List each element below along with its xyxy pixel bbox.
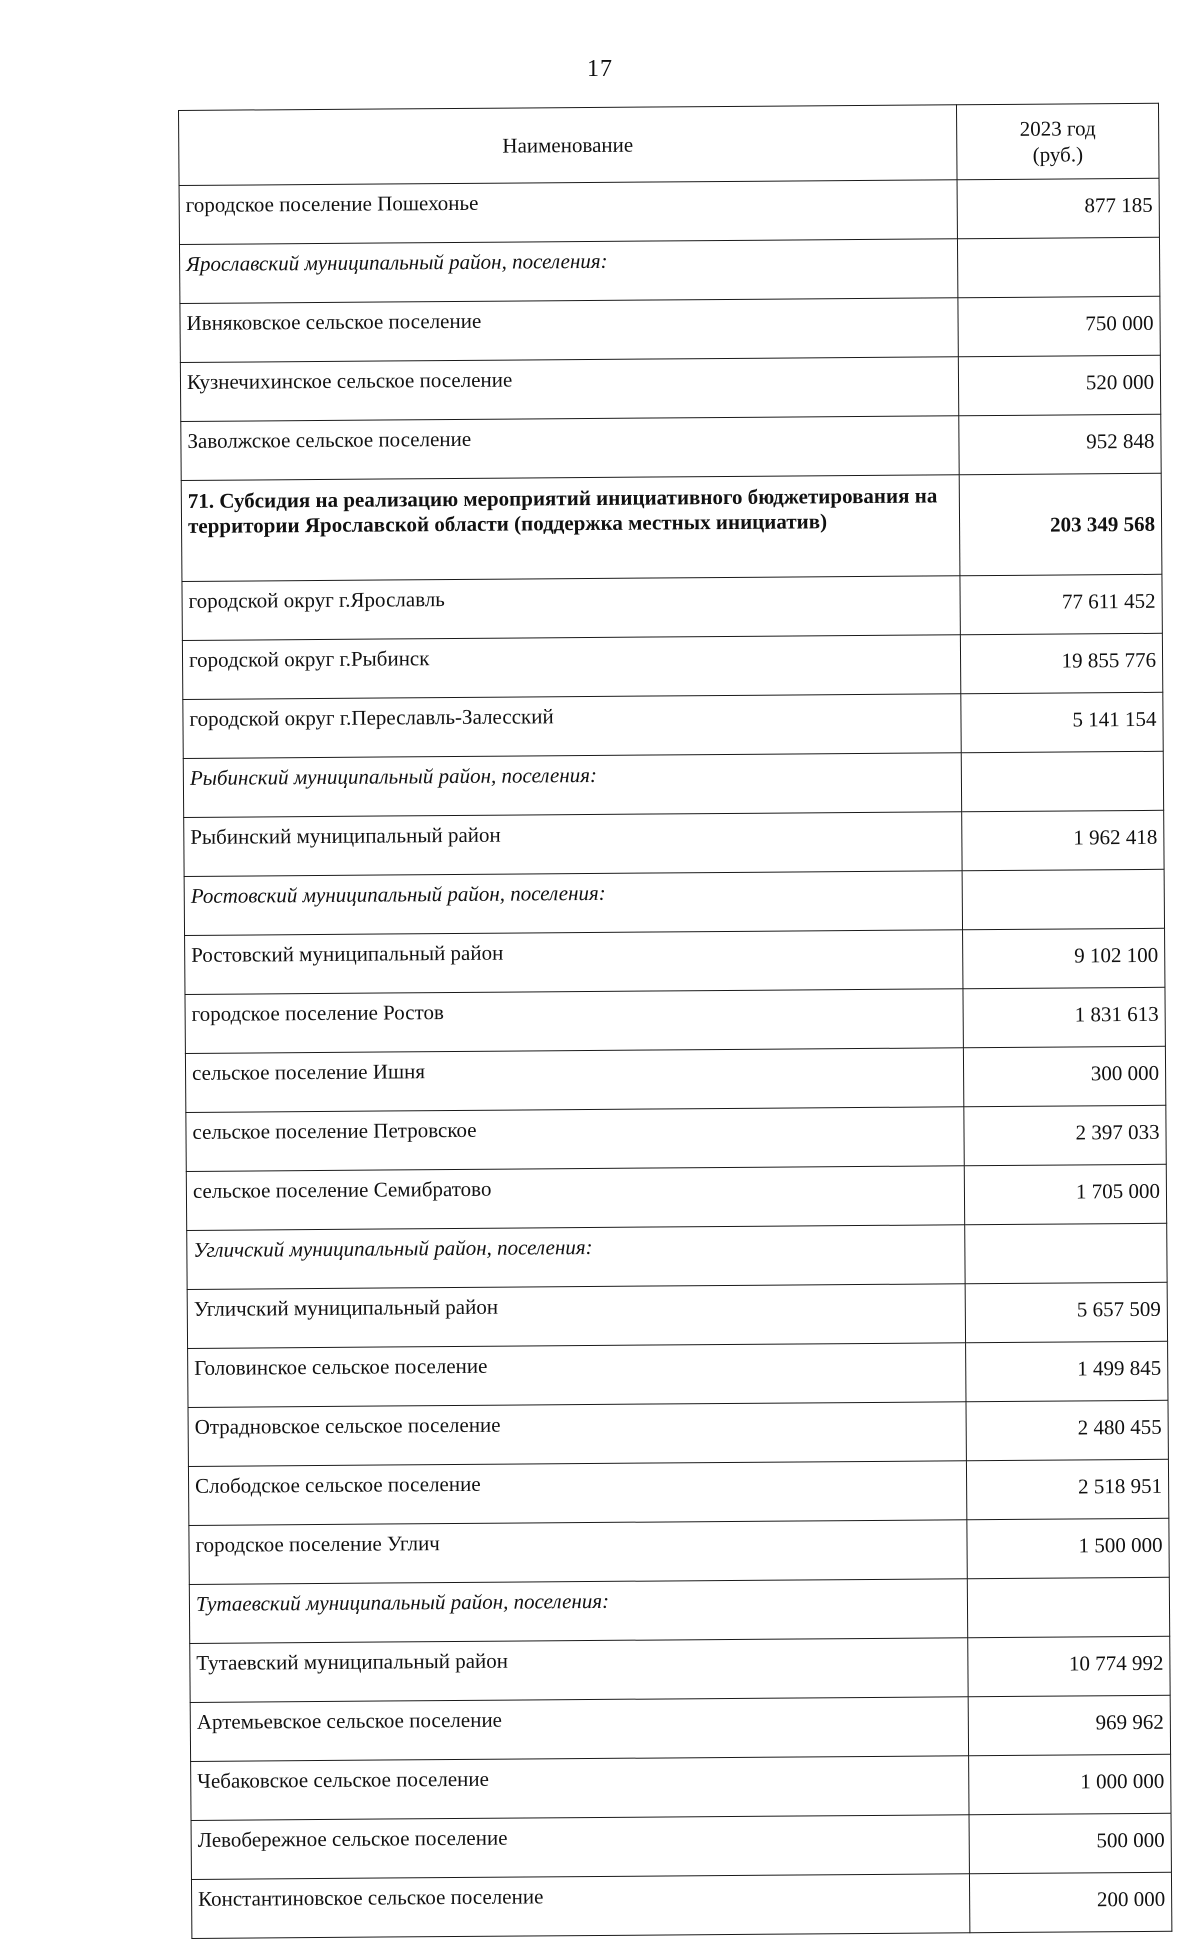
row-name-cell: городское поселение Пошехонье bbox=[179, 180, 957, 245]
row-value-cell: 5 141 154 bbox=[961, 692, 1163, 752]
row-value-cell: 1 499 845 bbox=[966, 1341, 1168, 1401]
table-body bbox=[179, 178, 1172, 1938]
table-header-row bbox=[179, 103, 1160, 185]
row-value-cell: 200 000 bbox=[969, 1872, 1171, 1932]
table-row bbox=[190, 1636, 1170, 1702]
row-value-cell: 300 000 bbox=[963, 1046, 1165, 1106]
table-row bbox=[191, 1813, 1171, 1879]
table-row bbox=[190, 1695, 1170, 1761]
table-row bbox=[191, 1872, 1171, 1938]
row-name-cell: Заволжское сельское поселение bbox=[181, 416, 959, 481]
district-header-row bbox=[183, 751, 1163, 817]
row-name-cell: сельское поселение Ишня bbox=[185, 1048, 963, 1113]
row-value-cell: 952 848 bbox=[959, 414, 1161, 474]
table-row bbox=[188, 1400, 1168, 1466]
table-row bbox=[188, 1341, 1168, 1407]
row-value-cell: 1 705 000 bbox=[964, 1164, 1166, 1224]
row-name-cell: Угличский муниципальный район, поселения: bbox=[187, 1225, 965, 1290]
row-name-cell: Отрадновское сельское поселение bbox=[188, 1402, 966, 1467]
row-value-cell: 10 774 992 bbox=[968, 1636, 1170, 1696]
table-row bbox=[186, 1164, 1166, 1230]
table-row bbox=[180, 296, 1160, 362]
column-header-unit-label: (руб.) bbox=[1032, 142, 1084, 167]
table-row bbox=[191, 1754, 1171, 1820]
row-name-cell: Чебаковское сельское поселение bbox=[191, 1756, 969, 1821]
row-name-cell: Кузнечихинское сельское поселение bbox=[180, 357, 958, 422]
row-value-cell: 520 000 bbox=[958, 355, 1160, 415]
row-value-cell: 877 185 bbox=[957, 178, 1159, 238]
table-row bbox=[185, 928, 1165, 994]
row-name-cell: Артемьевское сельское поселение bbox=[190, 1697, 968, 1762]
row-value-cell: 19 855 776 bbox=[960, 633, 1162, 693]
table-row bbox=[185, 1046, 1165, 1112]
row-value-cell bbox=[961, 751, 1163, 811]
row-value-cell: 1 500 000 bbox=[967, 1518, 1169, 1578]
row-value-cell: 969 962 bbox=[968, 1695, 1170, 1755]
row-name-cell: Левобережное сельское поселение bbox=[191, 1815, 969, 1880]
table-row bbox=[183, 692, 1163, 758]
row-value-cell bbox=[962, 869, 1164, 929]
row-value-cell bbox=[965, 1223, 1167, 1283]
budget-table bbox=[178, 103, 1172, 1939]
table-row bbox=[185, 987, 1165, 1053]
row-value-cell: 2 480 455 bbox=[966, 1400, 1168, 1460]
row-value-cell: 5 657 509 bbox=[965, 1282, 1167, 1342]
column-header-year bbox=[956, 103, 1159, 179]
row-name-cell: сельское поселение Петровское bbox=[186, 1107, 964, 1172]
district-header-row bbox=[189, 1577, 1169, 1643]
table-row bbox=[188, 1459, 1168, 1525]
budget-table-container bbox=[178, 103, 1171, 1939]
row-name-cell: городской округ г.Ярославль bbox=[182, 576, 960, 641]
row-name-cell: Тутаевский муниципальный район bbox=[190, 1638, 968, 1703]
row-name-cell: Рыбинский муниципальный район bbox=[184, 812, 962, 877]
table-row bbox=[184, 810, 1164, 876]
row-value-cell: 1 000 000 bbox=[969, 1754, 1171, 1814]
table-row bbox=[189, 1518, 1169, 1584]
table-row bbox=[180, 355, 1160, 421]
row-value-cell: 77 611 452 bbox=[960, 574, 1162, 634]
table-row bbox=[179, 178, 1159, 244]
district-header-row bbox=[184, 869, 1164, 935]
row-name-cell: Рыбинский муниципальный район, поселения: bbox=[183, 753, 961, 818]
row-name-cell: Головинское сельское поселение bbox=[188, 1343, 966, 1408]
row-name-cell: городской округ г.Переславль-Залесский bbox=[183, 694, 961, 759]
row-name-cell: Ростовский муниципальный район, поселения: bbox=[184, 871, 962, 936]
row-name-cell: городское поселение Ростов bbox=[185, 989, 963, 1054]
row-value-cell: 9 102 100 bbox=[963, 928, 1165, 988]
row-name-cell: 71. Субсидия на реализацию мероприятий инициативного бюджетирования на территории Ярославской области (поддержка местных инициатив) bbox=[181, 475, 960, 582]
row-value-cell: 203 349 568 bbox=[959, 473, 1162, 575]
row-name-cell: Константиновское сельское поселение bbox=[191, 1874, 969, 1939]
row-value-cell bbox=[957, 237, 1159, 297]
row-name-cell: Тутаевский муниципальный район, поселения: bbox=[189, 1579, 967, 1644]
row-name-cell: Ивняковское сельское поселение bbox=[180, 298, 958, 363]
row-name-cell: городское поселение Углич bbox=[189, 1520, 967, 1585]
column-header-name: Наименование bbox=[179, 105, 958, 186]
row-value-cell: 2 397 033 bbox=[964, 1105, 1166, 1165]
row-name-cell: Ростовский муниципальный район bbox=[185, 930, 963, 995]
row-name-cell: сельское поселение Семибратово bbox=[186, 1166, 964, 1231]
table-row bbox=[186, 1105, 1166, 1171]
row-value-cell: 500 000 bbox=[969, 1813, 1171, 1873]
row-name-cell: Угличский муниципальный район bbox=[187, 1284, 965, 1349]
row-value-cell: 1 831 613 bbox=[963, 987, 1165, 1047]
row-value-cell bbox=[967, 1577, 1169, 1637]
table-row bbox=[181, 414, 1161, 480]
table-row bbox=[182, 574, 1162, 640]
district-header-row bbox=[187, 1223, 1167, 1289]
district-header-row bbox=[179, 237, 1159, 303]
row-value-cell: 2 518 951 bbox=[966, 1459, 1168, 1519]
row-name-cell: городской округ г.Рыбинск bbox=[182, 635, 960, 700]
row-name-cell: Ярославский муниципальный район, поселения: bbox=[179, 239, 957, 304]
table-row bbox=[187, 1282, 1167, 1348]
column-header-year-label: 2023 год bbox=[1019, 116, 1096, 141]
table-row bbox=[182, 633, 1162, 699]
subsidy-section-row bbox=[181, 473, 1162, 581]
row-name-cell: Слободское сельское поселение bbox=[188, 1461, 966, 1526]
row-value-cell: 1 962 418 bbox=[962, 810, 1164, 870]
row-value-cell: 750 000 bbox=[958, 296, 1160, 356]
page-number: 17 bbox=[587, 56, 613, 82]
